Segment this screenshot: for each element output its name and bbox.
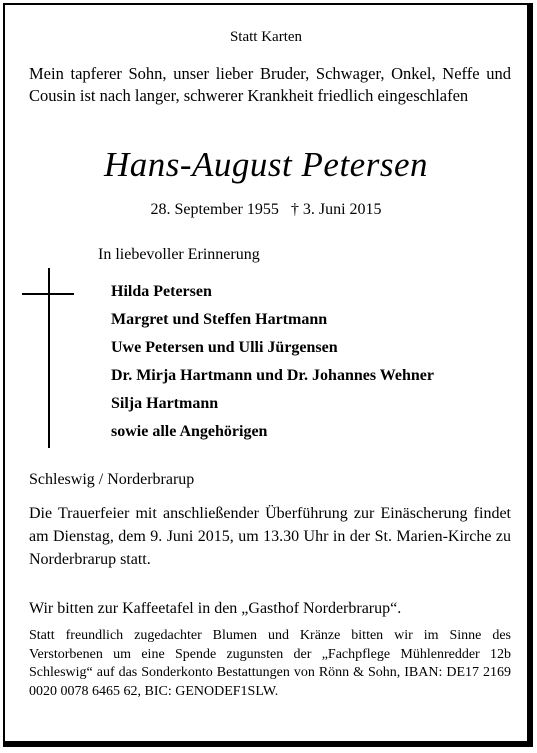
mourner-name: Uwe Petersen und Ulli Jürgensen	[111, 339, 338, 356]
intro-text: Mein tapferer Sohn, unser lieber Bruder, Schwager, Onkel, Neffe und Cousin ist nach langer, schwerer Krankheit friedlich eingeschlafen	[29, 64, 511, 105]
funeral-text: Die Trauerfeier mit anschließender Überführung zur Einäscherung findet am Dienstag, dem 9. Juni 2015, um 13.30 Uhr in der St. Marien-Kirche zu Norderbrarup statt.	[29, 505, 511, 568]
mourner-name: Silja Hartmann	[111, 395, 219, 412]
cross-vertical-bar	[48, 268, 50, 448]
obituary-notice	[3, 3, 533, 747]
mourner-name: Dr. Mirja Hartmann und Dr. Johannes Wehner	[111, 367, 434, 384]
deceased-name: Hans-August Petersen	[104, 145, 428, 184]
mourner-name: sowie alle Angehörigen	[111, 423, 268, 440]
heading: Statt Karten	[229, 29, 303, 45]
donation-text: Statt freundlich zugedachter Blumen und Kränze bitten wir im Sinne des Verstorbenen um eine Spende zugunsten der „Fachpflege Mühlenredder 12b Schleswig“ auf das Sonderkonto Bestattungen von Rönn & Sohn, IBAN: DE17 2169 0020 0078 6465 62, BIC: GENODEF1SLW.	[29, 628, 511, 699]
memory-line: In liebevoller Erinnerung	[98, 246, 260, 263]
cross-horizontal-bar	[22, 293, 74, 295]
mourner-name: Hilda Petersen	[111, 283, 212, 300]
place-line: Schleswig / Norderbrarup	[29, 471, 195, 488]
life-dates: 28. September 1955 † 3. Juni 2015	[150, 201, 382, 218]
mourner-name: Margret und Steffen Hartmann	[111, 311, 328, 328]
coffee-text: Wir bitten zur Kaffeetafel in den „Gasthof Norderbrarup“.	[29, 600, 402, 617]
